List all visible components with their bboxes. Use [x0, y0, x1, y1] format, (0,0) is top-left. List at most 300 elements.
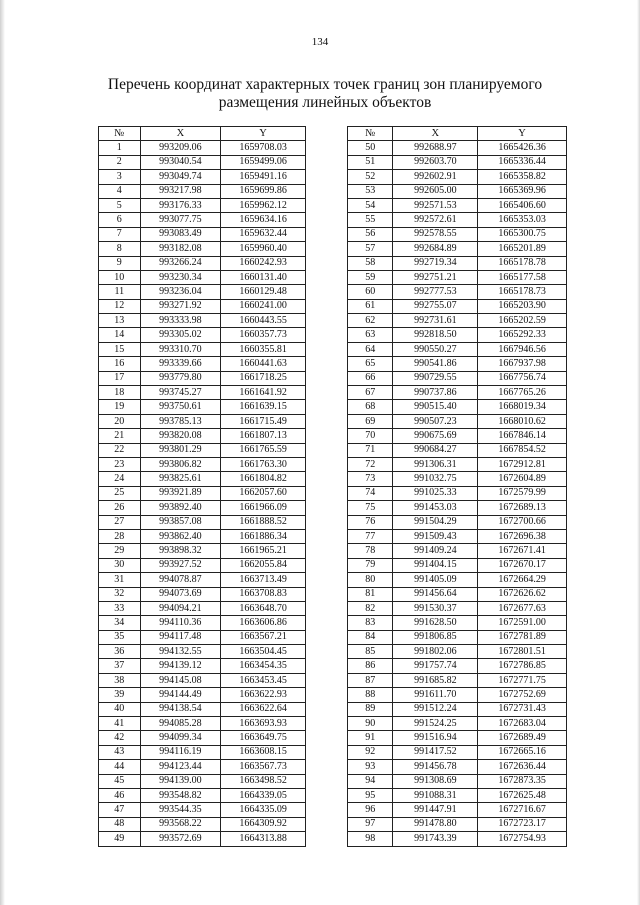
cell-number: 38: [99, 673, 141, 687]
cell-x: 992688.97: [393, 141, 478, 155]
cell-y: 1665369.96: [478, 184, 567, 198]
cell-x: 991088.31: [393, 788, 478, 802]
table-row: [99, 270, 306, 284]
cell-number: 83: [348, 616, 393, 630]
table-row: [348, 630, 567, 644]
cell-x: 991456.78: [393, 760, 478, 774]
table-row: [348, 472, 567, 486]
table-row: [99, 731, 306, 745]
document-title: [60, 76, 590, 112]
cell-number: 72: [348, 457, 393, 471]
cell-y: 1660355.81: [221, 342, 306, 356]
cell-number: 42: [99, 731, 141, 745]
cell-y: 1659699.86: [221, 184, 306, 198]
cell-y: 1672696.38: [478, 529, 567, 543]
cell-y: 1660241.00: [221, 299, 306, 313]
cell-number: 93: [348, 760, 393, 774]
cell-y: 1665178.73: [478, 285, 567, 299]
cell-y: 1672723.17: [478, 817, 567, 831]
table-row: [99, 472, 306, 486]
cell-y: 1672912.81: [478, 457, 567, 471]
cell-number: 47: [99, 803, 141, 817]
cell-number: 57: [348, 242, 393, 256]
cell-number: 39: [99, 688, 141, 702]
table-row: [348, 400, 567, 414]
table-row: [348, 414, 567, 428]
table-row: [99, 443, 306, 457]
cell-number: 79: [348, 558, 393, 572]
table-row: [99, 688, 306, 702]
cell-x: 990729.55: [393, 371, 478, 385]
cell-number: 67: [348, 386, 393, 400]
cell-number: 90: [348, 717, 393, 731]
cell-x: 993820.08: [140, 429, 221, 443]
cell-y: 1663649.75: [221, 731, 306, 745]
table-row: [99, 573, 306, 587]
cell-x: 991032.75: [393, 472, 478, 486]
cell-y: 1660441.63: [221, 357, 306, 371]
page-number: 134: [311, 36, 329, 48]
cell-number: 27: [99, 515, 141, 529]
table-row: [99, 630, 306, 644]
cell-number: 52: [348, 170, 393, 184]
cell-y: 1659491.16: [221, 170, 306, 184]
cell-x: 992571.53: [393, 198, 478, 212]
table-row: [99, 587, 306, 601]
table-row: [99, 328, 306, 342]
table-row: [99, 256, 306, 270]
cell-x: 994073.69: [140, 587, 221, 601]
table-row: [99, 515, 306, 529]
cell-x: 992684.89: [393, 242, 478, 256]
cell-number: 73: [348, 472, 393, 486]
cell-x: 991530.37: [393, 601, 478, 615]
cell-x: 993077.75: [140, 213, 221, 227]
cell-x: 992605.00: [393, 184, 478, 198]
cell-x: 991806.85: [393, 630, 478, 644]
cell-y: 1661715.49: [221, 414, 306, 428]
table-row: [348, 601, 567, 615]
cell-number: 13: [99, 314, 141, 328]
cell-x: 991512.24: [393, 702, 478, 716]
cell-x: 994123.44: [140, 760, 221, 774]
cell-number: 20: [99, 414, 141, 428]
cell-y: 1663622.93: [221, 688, 306, 702]
cell-x: 991306.31: [393, 457, 478, 471]
table-row: [348, 745, 567, 759]
cell-number: 98: [348, 832, 393, 846]
cell-number: 25: [99, 486, 141, 500]
cell-x: 993083.49: [140, 227, 221, 241]
cell-x: 993785.13: [140, 414, 221, 428]
cell-number: 17: [99, 371, 141, 385]
cell-y: 1661763.30: [221, 457, 306, 471]
table-row: [348, 788, 567, 802]
table-row: [348, 616, 567, 630]
cell-number: 4: [99, 184, 141, 198]
cell-number: 2: [99, 155, 141, 169]
scan-edge-left: [0, 0, 5, 905]
table-header-row: [99, 127, 306, 141]
cell-x: 994099.34: [140, 731, 221, 745]
table-row: [348, 673, 567, 687]
cell-y: 1672591.00: [478, 616, 567, 630]
cell-number: 59: [348, 270, 393, 284]
table-row: [348, 141, 567, 155]
cell-x: 993572.69: [140, 832, 221, 846]
table-row: [348, 587, 567, 601]
cell-y: 1672689.13: [478, 501, 567, 515]
cell-number: 77: [348, 529, 393, 543]
cell-y: 1663608.15: [221, 745, 306, 759]
cell-number: 53: [348, 184, 393, 198]
cell-x: 993236.04: [140, 285, 221, 299]
cell-x: 990737.86: [393, 386, 478, 400]
cell-y: 1667765.26: [478, 386, 567, 400]
cell-y: 1668010.62: [478, 414, 567, 428]
cell-number: 84: [348, 630, 393, 644]
table-row: [99, 429, 306, 443]
table-row: [99, 788, 306, 802]
cell-x: 994139.00: [140, 774, 221, 788]
table-row: [99, 745, 306, 759]
table-row: [99, 702, 306, 716]
cell-number: 70: [348, 429, 393, 443]
cell-y: 1667846.14: [478, 429, 567, 443]
cell-y: 1665300.75: [478, 227, 567, 241]
cell-y: 1663498.52: [221, 774, 306, 788]
cell-x: 993745.27: [140, 386, 221, 400]
cell-y: 1672731.43: [478, 702, 567, 716]
cell-y: 1660242.93: [221, 256, 306, 270]
cell-y: 1661765.59: [221, 443, 306, 457]
table-row: [99, 141, 306, 155]
cell-x: 991516.94: [393, 731, 478, 745]
cell-number: 49: [99, 832, 141, 846]
cell-y: 1663454.35: [221, 659, 306, 673]
cell-x: 992572.61: [393, 213, 478, 227]
table-row: [99, 184, 306, 198]
cell-x: 991611.70: [393, 688, 478, 702]
cell-y: 1672664.29: [478, 573, 567, 587]
table-row: [99, 616, 306, 630]
cell-number: 65: [348, 357, 393, 371]
cell-x: 990515.40: [393, 400, 478, 414]
cell-x: 993892.40: [140, 501, 221, 515]
cell-number: 86: [348, 659, 393, 673]
table-row: [99, 544, 306, 558]
cell-number: 35: [99, 630, 141, 644]
cell-x: 993750.61: [140, 400, 221, 414]
cell-number: 94: [348, 774, 393, 788]
cell-number: 60: [348, 285, 393, 299]
table-row: [348, 170, 567, 184]
cell-number: 75: [348, 501, 393, 515]
table-row: [348, 184, 567, 198]
cell-y: 1672636.44: [478, 760, 567, 774]
cell-x: 990541.86: [393, 357, 478, 371]
cell-x: 991743.39: [393, 832, 478, 846]
cell-number: 29: [99, 544, 141, 558]
cell-number: 9: [99, 256, 141, 270]
table-row: [99, 400, 306, 414]
table-row: [348, 573, 567, 587]
cell-y: 1665426.36: [478, 141, 567, 155]
cell-y: 1663708.83: [221, 587, 306, 601]
cell-y: 1659632.44: [221, 227, 306, 241]
cell-x: 993339.66: [140, 357, 221, 371]
table-row: [99, 659, 306, 673]
table-row: [348, 774, 567, 788]
table-row: [348, 213, 567, 227]
cell-number: 37: [99, 659, 141, 673]
coordinates-table-left: [98, 126, 306, 847]
table-row: [348, 558, 567, 572]
cell-y: 1665292.33: [478, 328, 567, 342]
cell-number: 3: [99, 170, 141, 184]
table-row: [99, 601, 306, 615]
cell-x: 993801.29: [140, 443, 221, 457]
cell-number: 64: [348, 342, 393, 356]
cell-y: 1663453.45: [221, 673, 306, 687]
cell-x: 993779.80: [140, 371, 221, 385]
cell-y: 1672873.35: [478, 774, 567, 788]
cell-y: 1661886.34: [221, 529, 306, 543]
cell-y: 1665358.82: [478, 170, 567, 184]
cell-x: 990550.27: [393, 342, 478, 356]
table-row: [348, 227, 567, 241]
table-row: [348, 515, 567, 529]
cell-x: 994094.21: [140, 601, 221, 615]
table-row: [348, 386, 567, 400]
table-row: [99, 357, 306, 371]
title-line-1: Перечень координат характерных точек границ зон планируемого: [107, 76, 543, 93]
cell-x: 992603.70: [393, 155, 478, 169]
table-row: [99, 760, 306, 774]
table-row: [348, 760, 567, 774]
table-row: [348, 256, 567, 270]
table-row: [99, 803, 306, 817]
cell-number: 16: [99, 357, 141, 371]
cell-x: 993548.82: [140, 788, 221, 802]
cell-number: 41: [99, 717, 141, 731]
table-row: [99, 673, 306, 687]
cell-y: 1659499.06: [221, 155, 306, 169]
cell-y: 1662055.84: [221, 558, 306, 572]
cell-number: 26: [99, 501, 141, 515]
cell-number: 88: [348, 688, 393, 702]
cell-x: 991524.25: [393, 717, 478, 731]
cell-y: 1665203.90: [478, 299, 567, 313]
cell-number: 58: [348, 256, 393, 270]
table-row: [99, 299, 306, 313]
cell-x: 993266.24: [140, 256, 221, 270]
cell-x: 991025.33: [393, 486, 478, 500]
cell-number: 40: [99, 702, 141, 716]
cell-y: 1663693.93: [221, 717, 306, 731]
cell-x: 993305.02: [140, 328, 221, 342]
cell-x: 993544.35: [140, 803, 221, 817]
cell-y: 1660443.55: [221, 314, 306, 328]
table-row: [99, 832, 306, 846]
cell-x: 991409.24: [393, 544, 478, 558]
cell-x: 991453.03: [393, 501, 478, 515]
cell-x: 992751.21: [393, 270, 478, 284]
table-row: [348, 645, 567, 659]
cell-x: 991685.82: [393, 673, 478, 687]
cell-number: 63: [348, 328, 393, 342]
cell-x: 993806.82: [140, 457, 221, 471]
cell-x: 994085.28: [140, 717, 221, 731]
table-row: [348, 688, 567, 702]
cell-y: 1659960.40: [221, 242, 306, 256]
cell-x: 993182.08: [140, 242, 221, 256]
table-row: [99, 314, 306, 328]
cell-number: 69: [348, 414, 393, 428]
cell-x: 993568.22: [140, 817, 221, 831]
table-row: [99, 242, 306, 256]
cell-x: 993310.70: [140, 342, 221, 356]
table-row: [348, 486, 567, 500]
cell-y: 1672683.04: [478, 717, 567, 731]
cell-x: 991509.43: [393, 529, 478, 543]
cell-y: 1672700.66: [478, 515, 567, 529]
cell-number: 21: [99, 429, 141, 443]
cell-x: 994144.49: [140, 688, 221, 702]
cell-y: 1665201.89: [478, 242, 567, 256]
cell-y: 1664339.05: [221, 788, 306, 802]
table-row: [348, 803, 567, 817]
cell-number: 48: [99, 817, 141, 831]
table-header-row: [348, 127, 567, 141]
cell-x: 990675.69: [393, 429, 478, 443]
table-row: [99, 386, 306, 400]
table-row: [348, 342, 567, 356]
cell-y: 1663713.49: [221, 573, 306, 587]
cell-y: 1667854.52: [478, 443, 567, 457]
table-row: [348, 501, 567, 515]
cell-number: 1: [99, 141, 141, 155]
cell-y: 1664335.09: [221, 803, 306, 817]
cell-x: 991757.74: [393, 659, 478, 673]
cell-x: 993217.98: [140, 184, 221, 198]
cell-number: 81: [348, 587, 393, 601]
cell-y: 1665178.78: [478, 256, 567, 270]
cell-number: 5: [99, 198, 141, 212]
cell-y: 1661641.92: [221, 386, 306, 400]
cell-number: 54: [348, 198, 393, 212]
cell-number: 7: [99, 227, 141, 241]
cell-y: 1672670.17: [478, 558, 567, 572]
cell-y: 1663622.64: [221, 702, 306, 716]
cell-number: 23: [99, 457, 141, 471]
cell-number: 96: [348, 803, 393, 817]
cell-y: 1661965.21: [221, 544, 306, 558]
header-y: Y: [221, 127, 306, 141]
cell-x: 991504.29: [393, 515, 478, 529]
cell-y: 1661966.09: [221, 501, 306, 515]
cell-y: 1665202.59: [478, 314, 567, 328]
cell-number: 22: [99, 443, 141, 457]
table-row: [348, 357, 567, 371]
cell-x: 991405.09: [393, 573, 478, 587]
cell-x: 992818.50: [393, 328, 478, 342]
cell-y: 1665353.03: [478, 213, 567, 227]
cell-x: 994116.19: [140, 745, 221, 759]
cell-number: 10: [99, 270, 141, 284]
header-x: X: [393, 127, 478, 141]
table-row: [348, 299, 567, 313]
cell-number: 62: [348, 314, 393, 328]
cell-x: 993898.32: [140, 544, 221, 558]
cell-x: 994138.54: [140, 702, 221, 716]
table-row: [348, 529, 567, 543]
cell-number: 91: [348, 731, 393, 745]
cell-y: 1659634.16: [221, 213, 306, 227]
cell-number: 56: [348, 227, 393, 241]
cell-y: 1663567.21: [221, 630, 306, 644]
cell-number: 85: [348, 645, 393, 659]
cell-number: 50: [348, 141, 393, 155]
cell-number: 43: [99, 745, 141, 759]
cell-x: 992578.55: [393, 227, 478, 241]
table-row: [99, 817, 306, 831]
cell-y: 1663504.45: [221, 645, 306, 659]
cell-number: 32: [99, 587, 141, 601]
cell-y: 1672677.63: [478, 601, 567, 615]
cell-y: 1672626.62: [478, 587, 567, 601]
cell-number: 33: [99, 601, 141, 615]
cell-number: 44: [99, 760, 141, 774]
cell-y: 1665177.58: [478, 270, 567, 284]
cell-y: 1672771.75: [478, 673, 567, 687]
cell-y: 1672625.48: [478, 788, 567, 802]
table-row: [348, 429, 567, 443]
cell-x: 994145.08: [140, 673, 221, 687]
cell-y: 1672716.67: [478, 803, 567, 817]
table-row: [348, 242, 567, 256]
cell-y: 1661804.82: [221, 472, 306, 486]
cell-x: 992719.34: [393, 256, 478, 270]
cell-x: 993825.61: [140, 472, 221, 486]
cell-x: 993176.33: [140, 198, 221, 212]
cell-y: 1660131.40: [221, 270, 306, 284]
cell-x: 991802.06: [393, 645, 478, 659]
cell-y: 1667946.56: [478, 342, 567, 356]
cell-number: 74: [348, 486, 393, 500]
cell-number: 34: [99, 616, 141, 630]
cell-y: 1672786.85: [478, 659, 567, 673]
cell-number: 45: [99, 774, 141, 788]
table-row: [99, 371, 306, 385]
header-number: №: [99, 127, 141, 141]
table-row: [348, 832, 567, 846]
cell-number: 14: [99, 328, 141, 342]
cell-number: 68: [348, 400, 393, 414]
cell-x: 991404.15: [393, 558, 478, 572]
cell-number: 36: [99, 645, 141, 659]
cell-y: 1663648.70: [221, 601, 306, 615]
table-row: [348, 443, 567, 457]
cell-number: 97: [348, 817, 393, 831]
cell-x: 992731.61: [393, 314, 478, 328]
table-row: [99, 414, 306, 428]
cell-y: 1672754.93: [478, 832, 567, 846]
cell-number: 6: [99, 213, 141, 227]
cell-y: 1659962.12: [221, 198, 306, 212]
cell-y: 1672781.89: [478, 630, 567, 644]
cell-number: 71: [348, 443, 393, 457]
